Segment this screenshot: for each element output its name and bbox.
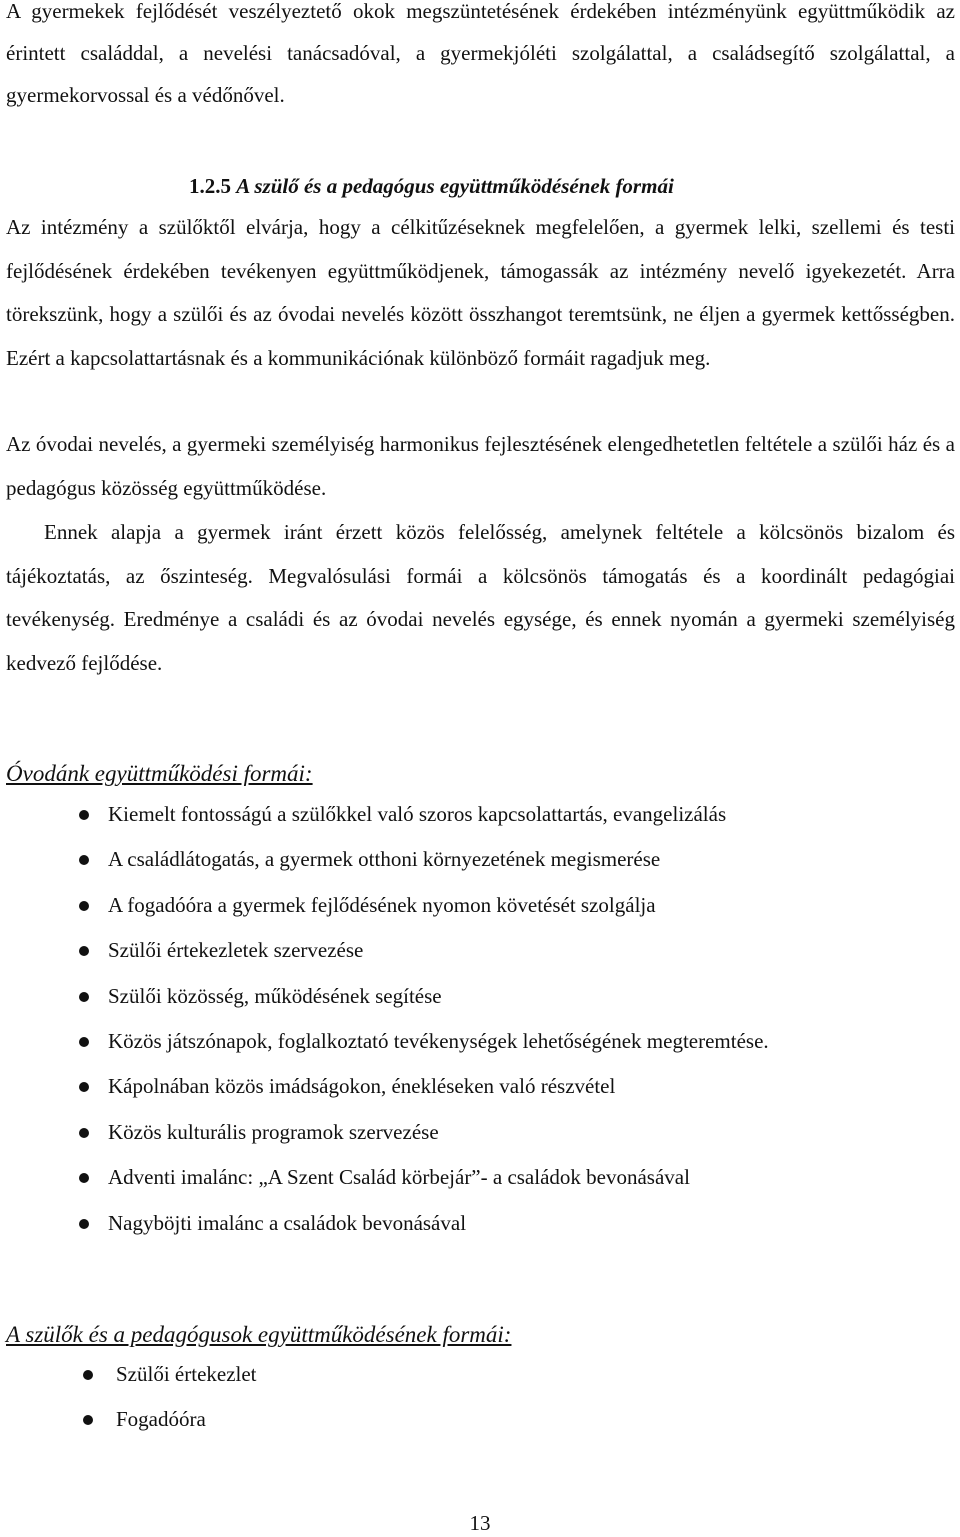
list-item	[0, 1201, 769, 1246]
list-item	[0, 837, 769, 882]
bullet-icon	[79, 810, 89, 820]
body-paragraph-3	[6, 511, 955, 685]
list-item-text: Szülői értekezletek szervezése	[108, 938, 364, 963]
list-item	[0, 1155, 769, 1200]
bullet-icon	[79, 1082, 89, 1092]
list-item	[0, 1064, 769, 1109]
list-item-text: Közös kulturális programok szervezése	[108, 1119, 439, 1144]
body-paragraph-1: Az intézmény a szülőktől elvárja, hogy a célkitűzéseknek megfelelően, a gyermek lelki, szellemi és testi fejlődésének érdekében tevékenyen együttműködjenek, támogassák az intézmény nevelő igyekezetét. Arra törekszünk, hogy a szülői és az óvodai nevelés között összhangot teremtsünk, ne éljen a gyermek kettősségben. Ezért a kapcsolattartásnak és a kommunikációnak különböző formáit ragadjuk meg.	[6, 215, 955, 370]
subsection-title: A szülő és a pedagógus együttműködésének formái	[236, 174, 674, 198]
list-item	[0, 928, 769, 973]
list-item-text: Közös játszónapok, foglalkoztató tevékenységek lehetőségének megteremtése.	[108, 1028, 769, 1053]
section-title-szulok: A szülők és a pedagógusok együttműködésének formái:	[6, 1322, 512, 1347]
list-item-text: Szülői közösség, működésének segítése	[108, 983, 442, 1008]
bullet-icon	[83, 1370, 93, 1380]
list-item-text: Nagyböjti imalánc a családok bevonásával	[108, 1210, 467, 1235]
list-item	[0, 1352, 257, 1397]
bullet-list-szulok	[0, 1352, 257, 1443]
list-item	[0, 1110, 769, 1155]
bullet-icon	[79, 946, 89, 956]
body-paragraph-2: Az óvodai nevelés, a gyermeki személyiség harmonikus fejlesztésének elengedhetetlen feltétele a szülői ház és a pedagógus közösség együttműködése.	[6, 432, 955, 500]
body-paragraph-3-text: Ennek alapja a gyermek iránt érzett közös felelősség, amelynek feltétele a kölcsönös bizalom és tájékoztatás, az őszinteség. Megvalósulási formái a kölcsönös támogatás és a koordinált pedagógiai tevékenység. Eredménye a családi és az óvodai nevelés egysége, és ennek nyomán a gyermeki személyiség kedvező fejlődése.	[6, 520, 955, 675]
section-title-ovoda: Óvodánk együttműködési formái:	[6, 761, 313, 786]
bullet-icon	[83, 1415, 93, 1425]
bullet-icon	[79, 1219, 89, 1229]
list-item-text: A családlátogatás, a gyermek otthoni környezetének megismerése	[108, 847, 661, 872]
list-item	[0, 792, 769, 837]
list-item-text: Kápolnában közös imádságokon, énekléseken való részvétel	[108, 1074, 616, 1099]
bullet-list-ovoda	[0, 792, 769, 1246]
bullet-icon	[79, 992, 89, 1002]
subsection-number: 1.2.5	[189, 174, 231, 198]
list-item	[0, 974, 769, 1019]
bullet-icon	[79, 1128, 89, 1138]
page-number: 13	[469, 1511, 491, 1535]
list-item	[0, 883, 769, 928]
bullet-icon	[79, 901, 89, 911]
list-item-text: Kiemelt fontosságú a szülőkkel való szoros kapcsolattartás, evangelizálás	[108, 802, 727, 826]
subsection-heading	[189, 166, 674, 206]
bullet-icon	[79, 1173, 89, 1183]
list-item-text: A fogadóóra a gyermek fejlődésének nyomon követését szolgálja	[108, 892, 656, 917]
bullet-icon	[79, 1037, 89, 1047]
intro-paragraph: A gyermekek fejlődését veszélyeztető okok megszüntetésének érdekében intézményünk együttműködik az érintett családdal, a nevelési tanácsadóval, a gyermekjóléti szolgálattal, a családsegítő szolgálattal, a gyermekorvossal és a védőnővel.	[6, 0, 955, 107]
list-item-text: Adventi imalánc: „A Szent Család körbejár”- a családok bevonásával	[108, 1165, 690, 1190]
list-item-text: Fogadóóra	[116, 1407, 206, 1432]
list-item-text: Szülői értekezlet	[116, 1362, 257, 1386]
list-item	[0, 1397, 257, 1442]
bullet-icon	[79, 855, 89, 865]
list-item	[0, 1019, 769, 1064]
